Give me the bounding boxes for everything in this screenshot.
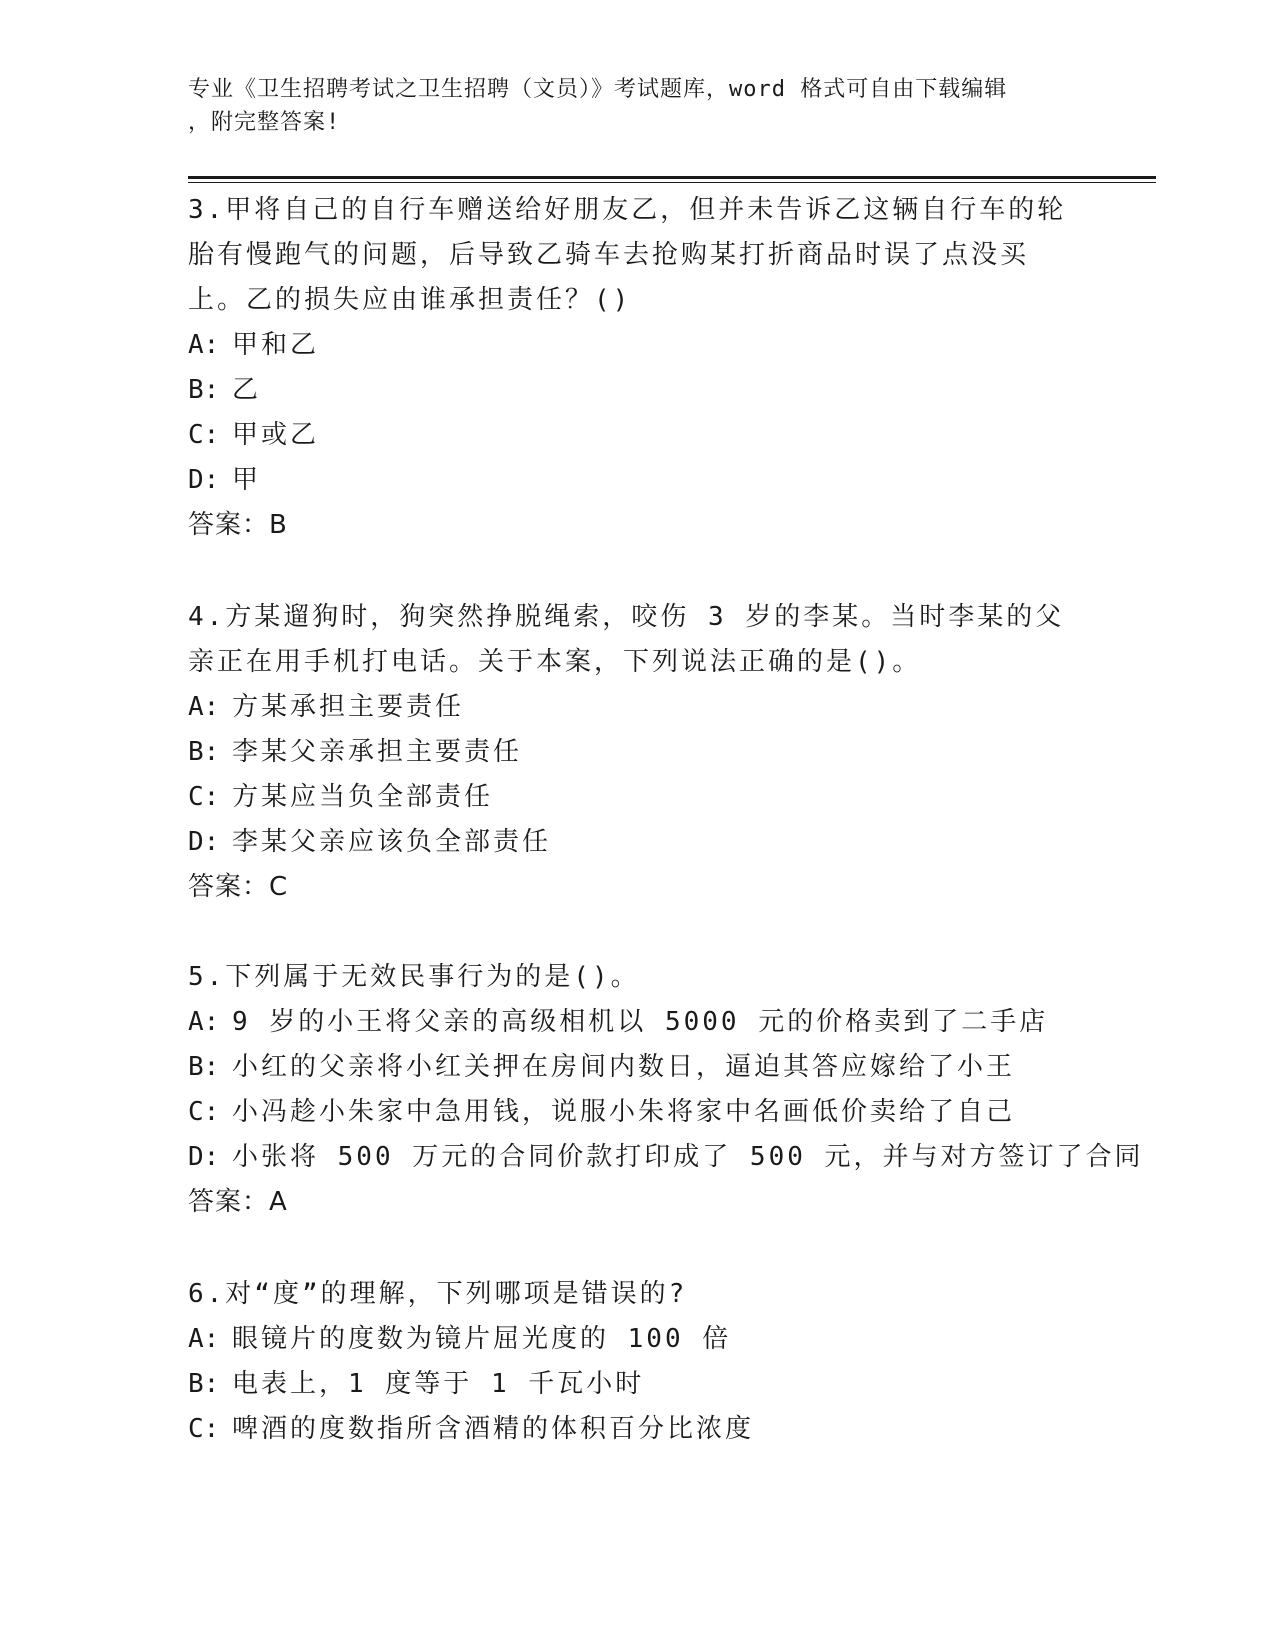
- option-text: 李某父亲承担主要责任: [232, 737, 523, 767]
- option-key: D:: [188, 1142, 220, 1172]
- option-text: 小红的父亲将小红关押在房间内数日，逼迫其答应嫁给了小王: [232, 1052, 1016, 1082]
- question-5: [188, 955, 1144, 1225]
- option-text: 小张将 500 万元的合同价款打印成了 500 元，并与对方签订了合同: [232, 1142, 1144, 1172]
- option-text: 乙: [232, 375, 262, 405]
- option-d: [188, 820, 1068, 865]
- option-text: 小冯趁小朱家中急用钱，说服小朱将家中名画低价卖给了自己: [232, 1097, 1016, 1127]
- option-c: [188, 1090, 1068, 1135]
- option-text: 甲: [232, 465, 262, 495]
- option-key: C:: [188, 782, 220, 812]
- header-line-2: ，附完整答案!: [188, 110, 341, 135]
- option-key: C:: [188, 1414, 220, 1444]
- question-stem: 5.下列属于无效民事行为的是()。: [188, 962, 640, 992]
- option-key: A:: [188, 330, 220, 360]
- question-4: [188, 595, 1068, 910]
- option-key: B:: [188, 1369, 220, 1399]
- header-line-1: 专业《卫生招聘考试之卫生招聘（文员）》考试题库，word 格式可自由下载编辑: [188, 77, 1008, 102]
- option-c: [188, 775, 1068, 820]
- option-key: B:: [188, 375, 220, 405]
- option-a: [188, 1000, 1068, 1045]
- option-a: [188, 323, 1068, 368]
- option-text: 9 岁的小王将父亲的高级相机以 5000 元的价格卖到了二手店: [232, 1007, 1049, 1037]
- option-b: [188, 730, 1068, 775]
- option-text: 电表上，1 度等于 1 千瓦小时: [232, 1369, 645, 1399]
- question-stem: 6.对“度”的理解，下列哪项是错误的?: [188, 1279, 688, 1309]
- option-b: [188, 368, 1068, 413]
- option-key: B:: [188, 737, 220, 767]
- question-6: [188, 1272, 1068, 1452]
- option-key: D:: [188, 827, 220, 857]
- option-key: A:: [188, 1007, 220, 1037]
- question-stem: 4.方某遛狗时，狗突然挣脱绳索，咬伤 3 岁的李某。当时李某的父亲正在用手机打电话。关于本案，下列说法正确的是()。: [188, 602, 1065, 677]
- option-text: 方某承担主要责任: [232, 692, 465, 722]
- option-d: [188, 1135, 1144, 1180]
- header-divider-thick: [188, 176, 1156, 179]
- option-key: A:: [188, 692, 220, 722]
- option-text: 李某父亲应该负全部责任: [232, 827, 552, 857]
- option-text: 啤酒的度数指所含酒精的体积百分比浓度: [232, 1414, 755, 1444]
- question-stem: 3.甲将自己的自行车赠送给好朋友乙，但并未告诉乙这辆自行车的轮胎有慢跑气的问题，后导致乙骑车去抢购某打折商品时误了点没买上。乙的损失应由谁承担责任？(): [188, 195, 1067, 315]
- header-divider-thin: [188, 182, 1156, 183]
- question-3: [188, 188, 1068, 548]
- option-b: [188, 1045, 1068, 1090]
- option-a: [188, 1317, 1068, 1362]
- option-c: [188, 413, 1068, 458]
- option-text: 甲和乙: [232, 330, 320, 360]
- option-c: [188, 1407, 1068, 1452]
- option-key: C:: [188, 1097, 220, 1127]
- option-d: [188, 458, 1068, 503]
- option-text: 方某应当负全部责任: [232, 782, 494, 812]
- option-key: B:: [188, 1052, 220, 1082]
- option-key: C:: [188, 420, 220, 450]
- option-b: [188, 1362, 1068, 1407]
- option-key: D:: [188, 465, 220, 495]
- option-text: 眼镜片的度数为镜片屈光度的 100 倍: [232, 1324, 732, 1354]
- answer-line: 答案：B: [188, 510, 288, 540]
- option-a: [188, 685, 1068, 730]
- answer-line: 答案：C: [188, 872, 289, 902]
- document-header: [188, 73, 1088, 139]
- option-text: 甲或乙: [232, 420, 320, 450]
- answer-line: 答案：A: [188, 1187, 288, 1217]
- option-key: A:: [188, 1324, 220, 1354]
